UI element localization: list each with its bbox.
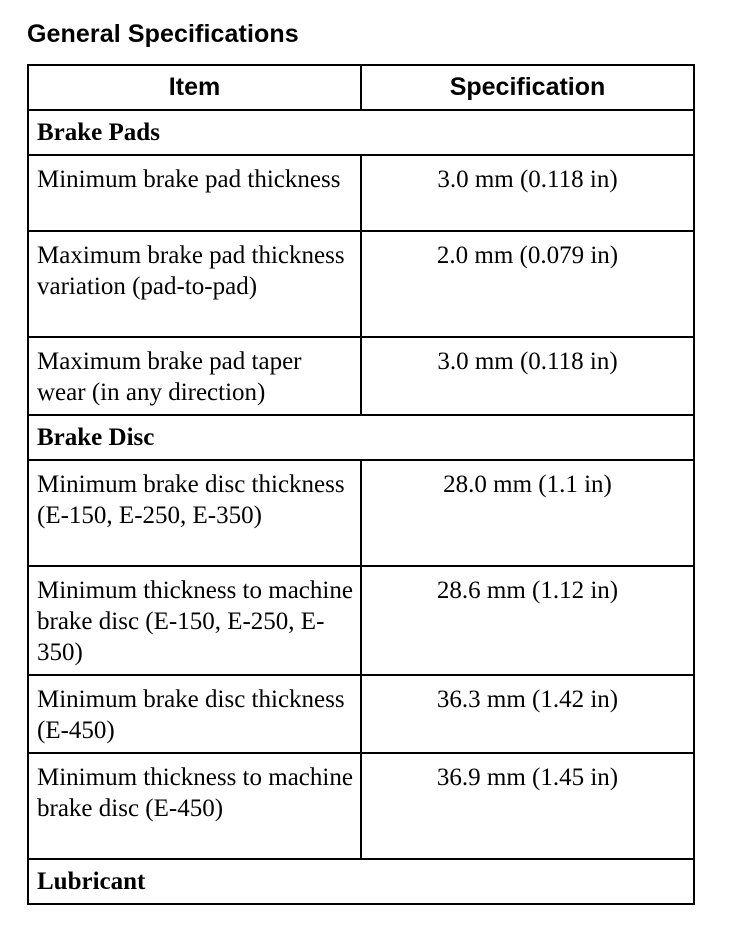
spec-cell: 28.6 mm (1.12 in) [361, 566, 694, 675]
spec-cell: 3.0 mm (0.118 in) [361, 337, 694, 415]
spec-cell: 28.0 mm (1.1 in) [361, 460, 694, 566]
section-row-brake-pads [28, 110, 694, 155]
column-header-specification: Specification [361, 65, 694, 110]
table-row [28, 460, 694, 566]
item-cell: Minimum thickness to machine brake disc (E-450) [28, 753, 361, 859]
item-cell: Maximum brake pad taper wear (in any direction) [28, 337, 361, 415]
section-row-brake-disc [28, 415, 694, 460]
column-header-item: Item [28, 65, 361, 110]
spec-cell: 3.0 mm (0.118 in) [361, 155, 694, 231]
table-row [28, 155, 694, 231]
table-row [28, 231, 694, 337]
table-row [28, 675, 694, 753]
item-cell: Minimum brake disc thickness (E-150, E-250, E-350) [28, 460, 361, 566]
specifications-table [27, 64, 695, 905]
table-row [28, 566, 694, 675]
table-row [28, 753, 694, 859]
table-header-row [28, 65, 694, 110]
page-title: General Specifications [27, 20, 299, 48]
section-row-lubricant [28, 859, 694, 904]
section-title: Brake Pads [28, 110, 694, 155]
spec-cell: 36.3 mm (1.42 in) [361, 675, 694, 753]
item-cell: Minimum thickness to machine brake disc (E-150, E-250, E-350) [28, 566, 361, 675]
table-row [28, 337, 694, 415]
item-cell: Maximum brake pad thickness variation (pad-to-pad) [28, 231, 361, 337]
spec-cell: 36.9 mm (1.45 in) [361, 753, 694, 859]
item-cell: Minimum brake disc thickness (E-450) [28, 675, 361, 753]
item-cell: Minimum brake pad thickness [28, 155, 361, 231]
spec-cell: 2.0 mm (0.079 in) [361, 231, 694, 337]
section-title: Lubricant [28, 859, 694, 904]
section-title: Brake Disc [28, 415, 694, 460]
